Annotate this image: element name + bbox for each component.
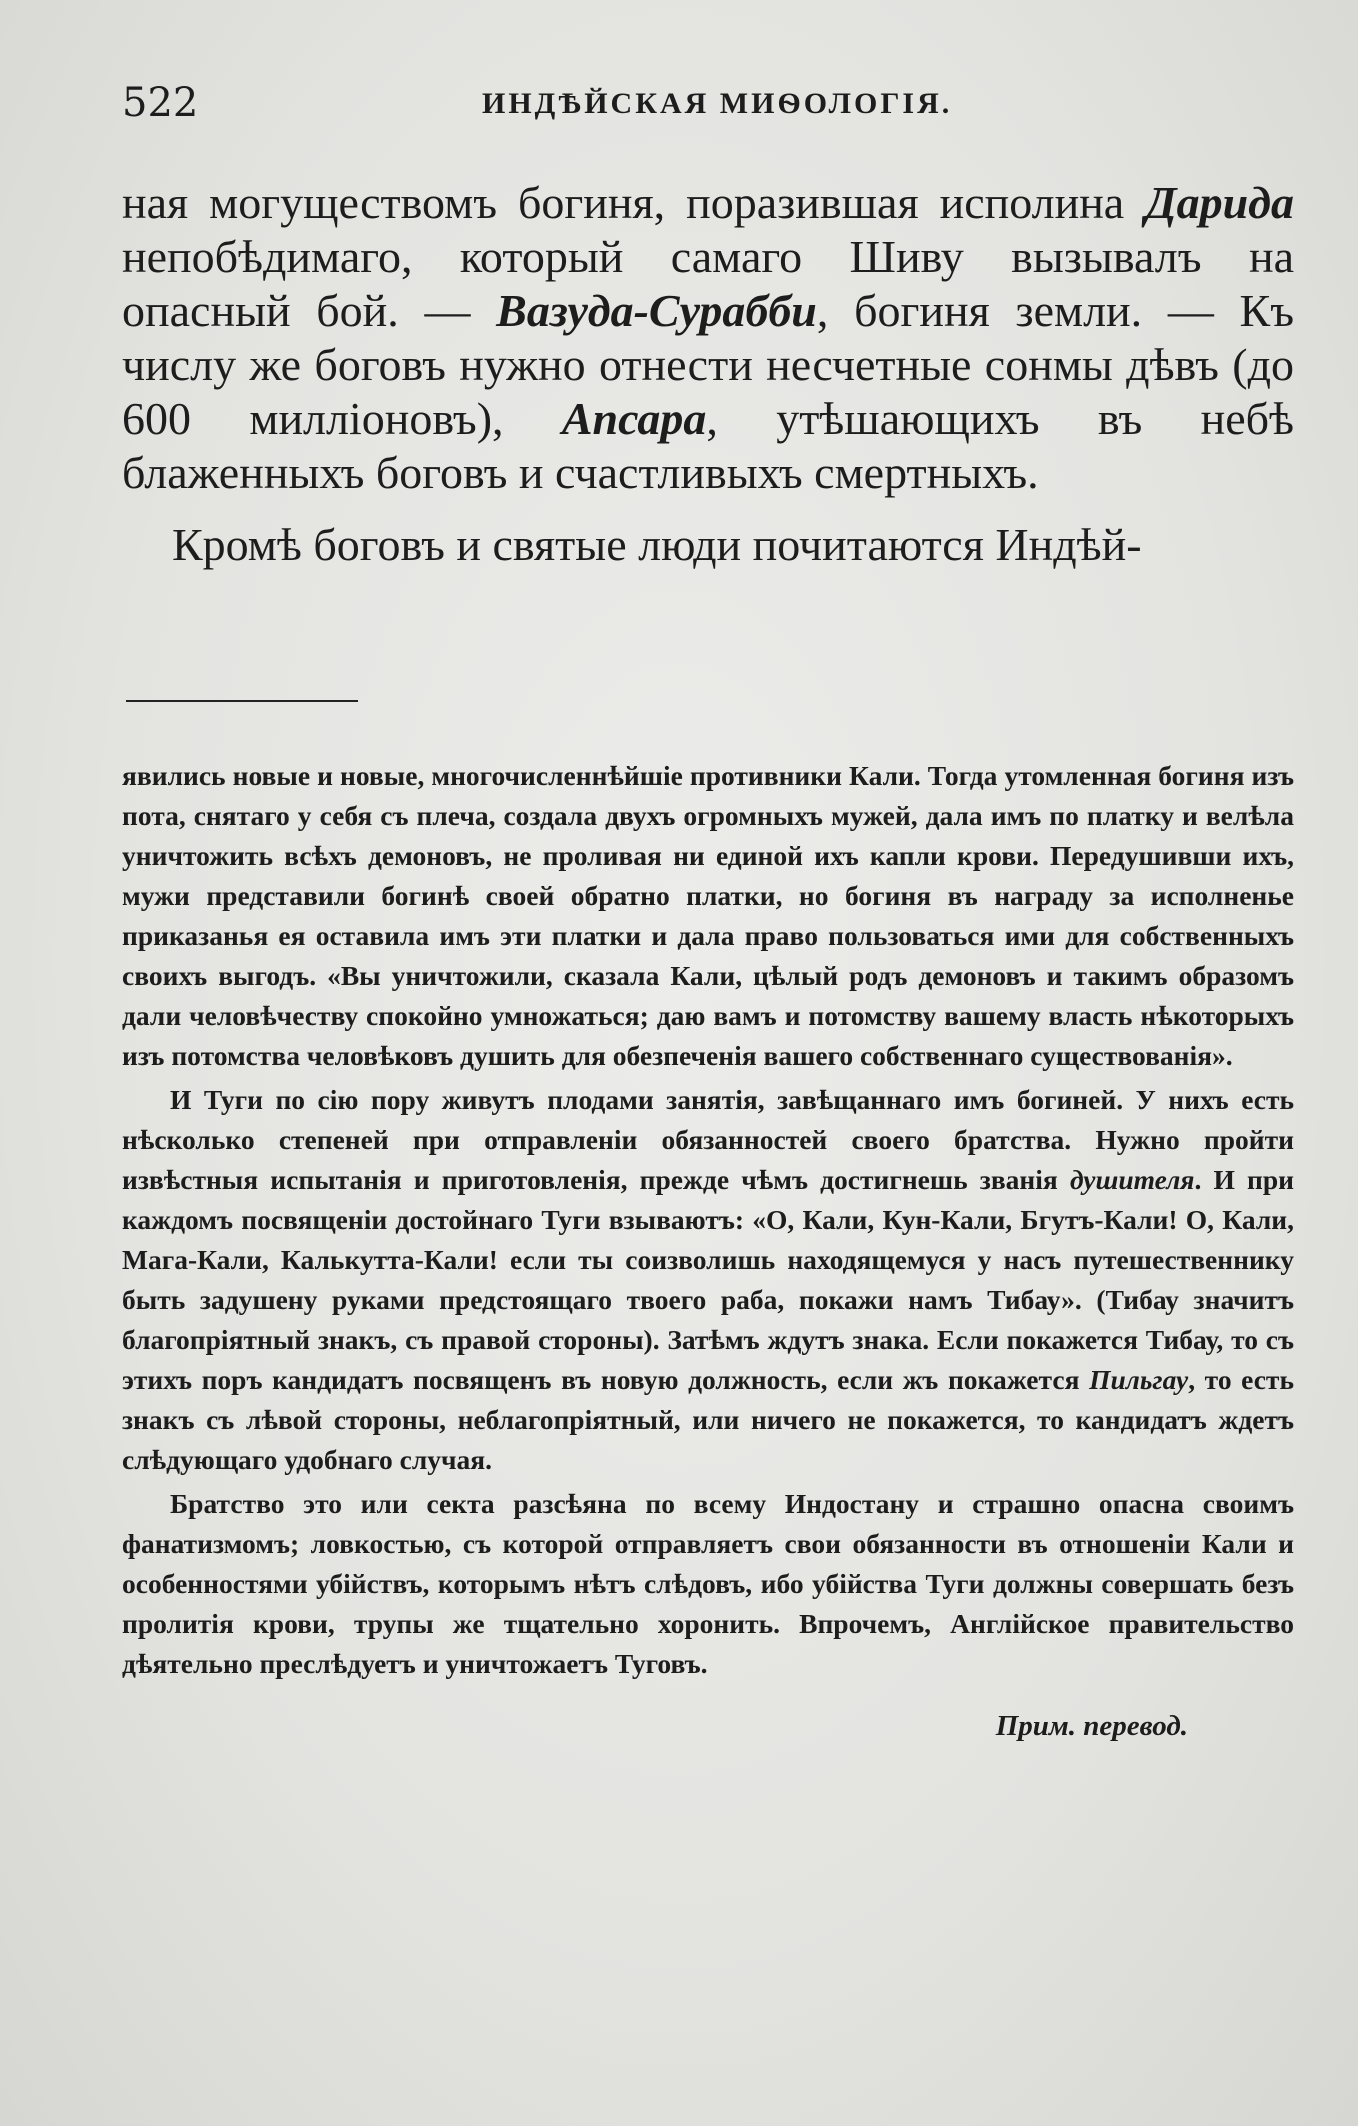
footnote-paragraph: Братство это или секта разсѣяна по всему Индостану и страшно опасна своимъ фанатизмомъ; ловкостью, съ которой отправляетъ свои обязанности въ отношеніи Кали и особенностями убійствъ, которымъ нѣтъ слѣдовъ, ибо убійства Туги должны совершать безъ пролитія крови, трупы же тщательно хоронить. Впрочемъ, Англійское правительство дѣятельно преслѣдуетъ и уничтожаетъ Туговъ. xyxy=(122,1488,1294,1679)
text-run: , то есть знакъ съ лѣвой стороны, неблагопріятный, или ничего не покажется, то кандидатъ ждетъ слѣдующаго удобнаго случая. xyxy=(122,1364,1294,1475)
main-text xyxy=(122,176,1294,572)
text-run: , утѣшающихъ въ небѣ блаженныхъ боговъ и счастливыхъ смертныхъ. xyxy=(122,393,1294,498)
page-number: 522 xyxy=(122,80,199,126)
running-title: ИНДѢЙСКАЯ МИѲОЛОГІЯ. xyxy=(482,87,953,120)
footnote xyxy=(122,756,1294,1746)
footnote-divider xyxy=(126,700,358,702)
text-run: , богиня земли. — Къ числу же боговъ нужно отнести несчетные сонмы дѣвъ (до 600 милліоновъ), xyxy=(122,285,1294,444)
main-paragraph: Кромѣ боговъ и святые люди почитаются Индѣй- xyxy=(172,519,1142,570)
italic-term: душителя xyxy=(1069,1164,1195,1195)
text-run: И Туги по сію пору живутъ плодами занятія, завѣщаннаго имъ богиней. У нихъ есть нѣсколько степеней при отправленіи обязанностей своего братства. Нужно пройти извѣстныя испытанія и приготовленія, прежде чѣмъ достигнешь званія xyxy=(122,1084,1294,1195)
italic-term: Пильгау xyxy=(1089,1364,1189,1395)
italic-term: Вазуда-Сурабби xyxy=(496,285,817,336)
text-run: . И при каждомъ посвященіи достойнаго Туги взываютъ: «О, Кали, Кун-Кали, Бгутъ-Кали! О, Кали, Мага-Кали, Калькутта-Кали! если ты соизволишь находящемуся у насъ путешественнику быть задушену руками предстоящаго твоего раба, покажи намъ Тибау». (Тибау значитъ благопріятный знакъ, съ правой стороны). Затѣмъ ждутъ знака. Если покажется Тибау, то съ этихъ поръ кандидатъ посвященъ въ новую должность, если жъ покажется xyxy=(122,1164,1295,1395)
footnote-paragraph: явились новые и новые, многочисленнѣйшіе противники Кали. Тогда утомленная богиня изъ пота, снятаго у себя съ плеча, создала двухъ огромныхъ мужей, дала имъ по платку и велѣла уничтожить всѣхъ демоновъ, не проливая ни единой ихъ капли крови. Передушивши ихъ, мужи представили богинѣ своей обратно платки, но богиня въ награду за исполненье приказанья ея оставила имъ эти платки и дала право пользоваться ими для собственныхъ своихъ выгодъ. «Вы уничтожили, сказала Кали, цѣлый родъ демоновъ и такимъ образомъ дали человѣчеству спокойно умножаться; даю вамъ и потомству вашему власть нѣкоторыхъ изъ потомства человѣковъ душить для обезпеченія вашего собственнаго существованія». xyxy=(122,760,1294,1071)
page-header xyxy=(122,78,1282,128)
italic-term: Апсара xyxy=(561,393,707,444)
footnote-paragraph xyxy=(122,1080,1294,1480)
text-run: ная могуществомъ богиня, поразившая исполина xyxy=(122,177,1146,228)
text-run: непобѣдимаго, который самаго Шиву вызывалъ на опасный бой. — xyxy=(122,231,1294,336)
main-paragraph xyxy=(122,176,1294,500)
italic-term: Дарида xyxy=(1145,177,1294,228)
translator-note-signature: Прим. перевод. xyxy=(995,1710,1188,1742)
